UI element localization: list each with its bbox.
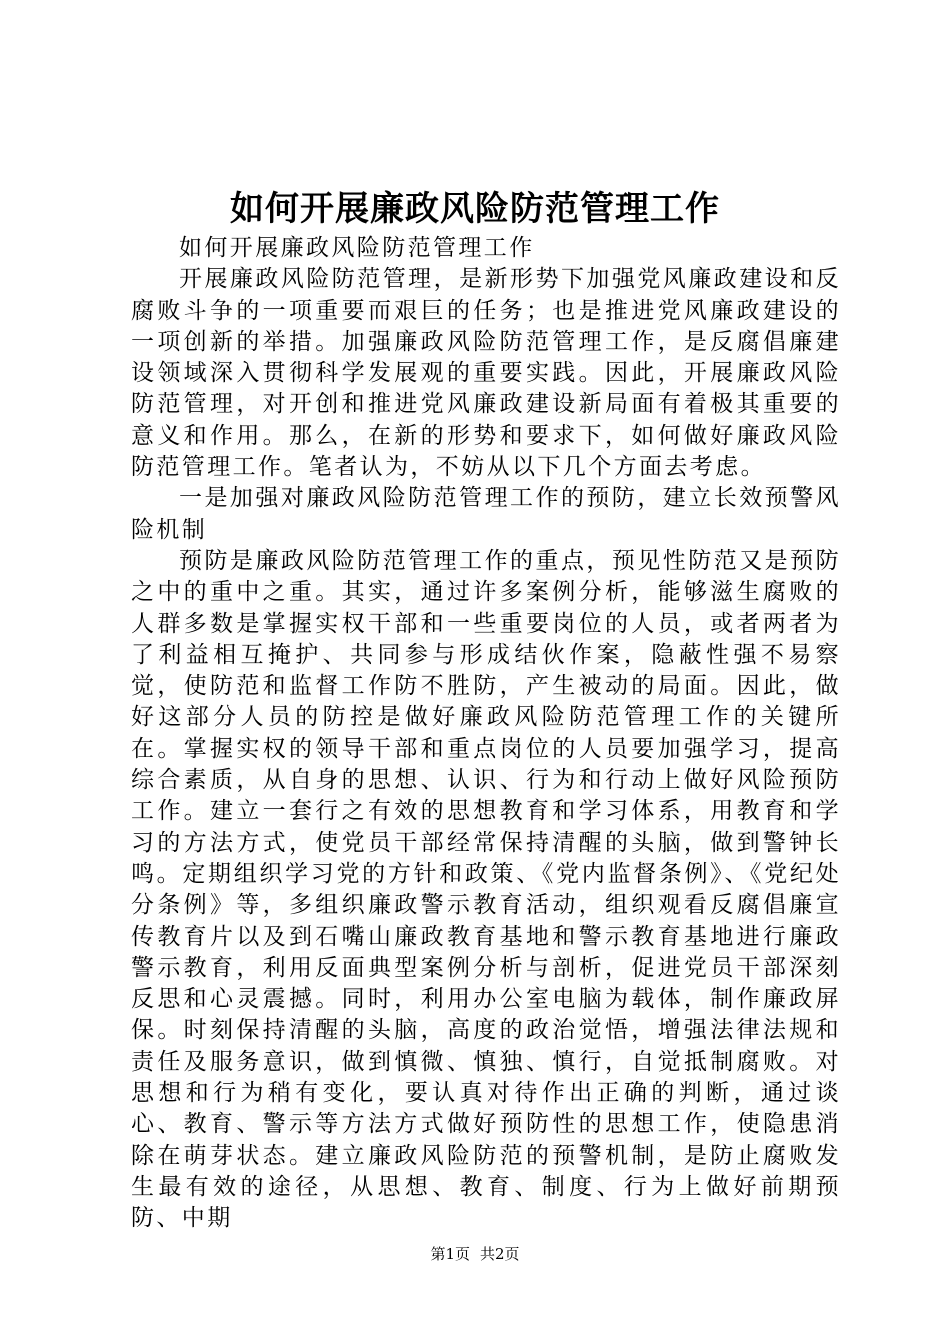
body-paragraph-intro: 开展廉政风险防范管理，是新形势下加强党风廉政建设和反腐败斗争的一项重要而艰巨的任务；也是推进党风廉政建设的一项创新的举措。加强廉政风险防范管理工作，是反腐倡廉建设领域深入贯彻科学发展观的重要实践。因此，开展廉政风险防范管理，对开创和推进党风廉政建设新局面有着极其重要的意义和作用。那么，在新的形势和要求下，如何做好廉政风险防范管理工作。笔者认为，不妨从以下几个方面去考虑。 <box>131 266 841 481</box>
page-total: 共2页 <box>480 1245 520 1263</box>
body-paragraph-prevention: 预防是廉政风险防范管理工作的重点，预见性防范又是预防之中的重中之重。其实，通过许多案例分析，能够滋生腐败的人群多数是掌握实权干部和一些重要岗位的人员，或者两者为了利益相互掩护、共同参与形成结伙作案，隐蔽性强不易察觉，使防范和监督工作防不胜防，产生被动的局面。因此，做好这部分人员的防控是做好廉政风险防范管理工作的关键所在。掌握实权的领导干部和重点岗位的人员要加强学习，提高综合素质，从自身的思想、认识、行为和行动上做好风险预防工作。建立一套行之有效的思想教育和学习体系，用教育和学习的方法方式，使党员干部经常保持清醒的头脑，做到警钟长鸣。定期组织学习党的方针和政策、《党内监督条例》、《党纪处分条例》等，多组织廉政警示教育活动，组织观看反腐倡廉宣传教育片以及到石嘴山廉政教育基地和警示教育基地进行廉政警示教育，利用反面典型案例分析与剖析，促进党员干部深刻反思和心灵震撼。同时，利用办公室电脑为载体，制作廉政屏保。时刻保持清醒的头脑，高度的政治觉悟，增强法律法规和责任及服务意识，做到慎微、慎独、慎行，自觉抵制腐败。对思想和行为稍有变化，要认真对待作出正确的判断，通过谈心、教育、警示等方法方式做好预防性的思想工作，使隐患消除在萌芽状态。建立廉政风险防范的预警机制，是防止腐败发生最有效的途径，从思想、教育、制度、行为上做好前期预防、中期 <box>131 547 841 1232</box>
document-title: 如何开展廉政风险防范管理工作 <box>230 189 720 229</box>
body-subtitle-paragraph: 如何开展廉政风险防范管理工作 <box>179 235 535 261</box>
page-footer <box>0 1244 950 1264</box>
document-body <box>131 233 841 1235</box>
section-heading-paragraph: 一是加强对廉政风险防范管理工作的预防，建立长效预警风险机制 <box>131 485 841 543</box>
page-number: 第1页 <box>430 1245 470 1263</box>
